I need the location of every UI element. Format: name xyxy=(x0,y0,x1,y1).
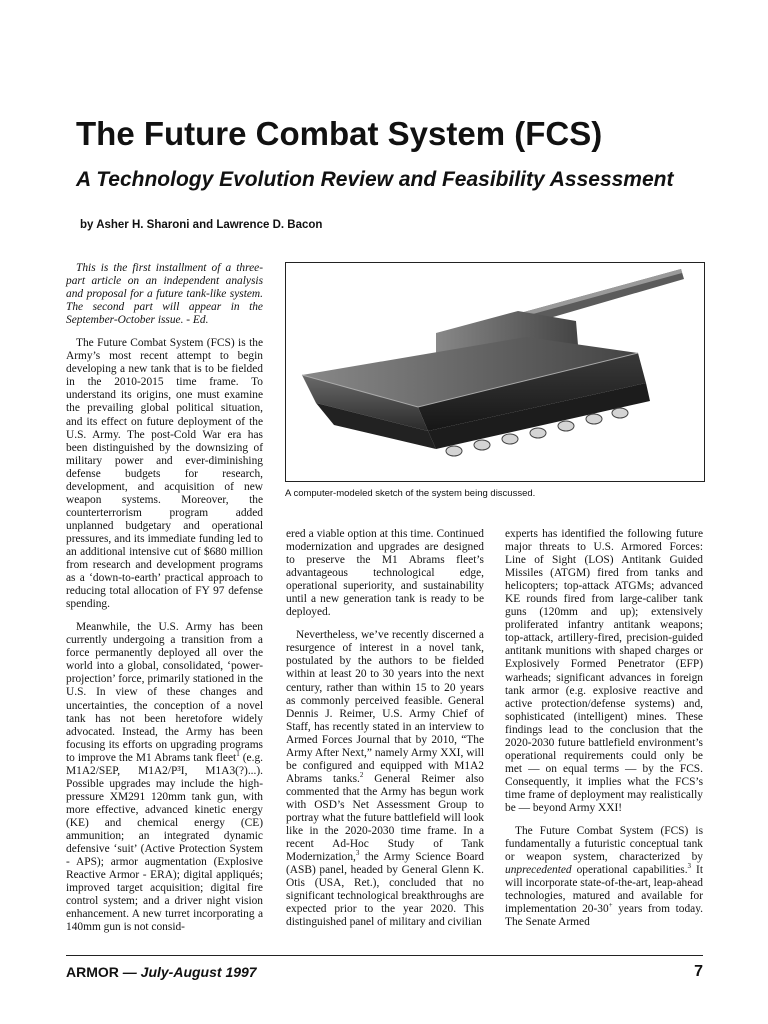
tank-figure xyxy=(285,262,705,482)
footnote-ref: 1 xyxy=(236,749,240,758)
column-3 xyxy=(505,528,703,939)
page-number: 7 xyxy=(694,963,703,980)
magazine-name: ARMOR xyxy=(66,964,119,980)
superscript-plus: + xyxy=(608,901,613,910)
footer-dash: — xyxy=(118,964,141,980)
figure-caption: A computer-modeled sketch of the system being discussed. xyxy=(285,488,536,499)
editor-intro: This is the first installment of a three-part article on an independent analysis and proposal for a future tank-like system. The second part will appear in the September-October issue. - Ed. xyxy=(66,262,263,327)
text-run: operational capabilities. xyxy=(571,864,688,877)
text-run: (e.g. M1A2/SEP, M1A2/P³I, M1A3(?)...). Possible upgrades may include the high-pressure XM291 120mm tank gun, with more effective, advanced kinetic energy (KE) and chemical energy (CE) ammunition; an integrated dynamic defensive ‘suit’ (Active Protection System - APS); armor augmentation (Explosive Reactive Armor - ERA); digital appliqués; improved target acquisition; digital fire control system; and a driver night vision enhancement. A new turret incorporating a 140mm gun is not consid- xyxy=(66,751,263,934)
text-run: the Army Science Board (ASB) panel, headed by General Glenn K. Otis (USA, Ret.), concluded that no significant technological breakthroughs are expected prior to the year 2020. This distinguished panel of military and civilian xyxy=(286,851,484,929)
paragraph xyxy=(286,629,484,929)
article-title: The Future Combat System (FCS) xyxy=(76,115,603,152)
paragraph xyxy=(505,825,703,929)
footnote-ref: 3 xyxy=(687,862,692,871)
paragraph: ered a viable option at this time. Continued modernization and upgrades are designed to preserve the M1 Abrams fleet’s advantageous technological edge, operational superiority, and sustainability until a new generation tank is ready to be deployed. xyxy=(286,528,484,619)
text-run: Meanwhile, the U.S. Army has been currently undergoing a transition from a force permanently deployed all over the world into a global, consolidated, ‘power-projection’ force, primarily stationed in the U.S. In view of these changes and uncertainties, the conception of a novel tank has not been heretofore widely advocated. Instead, the Army has been focusing its efforts on upgrading programs to improve the M1 Abrams tank fleet xyxy=(66,621,263,764)
footer-rule xyxy=(66,955,703,956)
column-1 xyxy=(66,262,263,944)
text-run: Nevertheless, we’ve recently discerned a resurgence of interest in a novel tank, postulated by the authors to be fielded within at least 20 to 30 years into the next century, rather than within 15 to 20 years as commonly perceived feasible. General Dennis J. Reimer, U.S. Army Chief of Staff, has recently stated in an interview to Armed Forces Journal that by 2010, “The Army After Next,” namely Army XXI, will be configured and equipped with M1A2 Abrams tanks. xyxy=(286,629,484,785)
text-run: The Future Combat System (FCS) is fundamentally a futuristic conceptual tank or weapon system, characterized by xyxy=(505,825,703,864)
paragraph: experts has identified the following future major threats to U.S. Armored Forces: Line of Sight (LOS) Antitank Guided Missiles (ATGM) fired from tanks and helicopters; top-attack ATGMs; advanced KE rounds fired from large-caliber tank guns (120mm and up); extensively proliferated infantry antitank weapons; top-attack, artillery-fired, precision-guided antitank munitions with shaped charges or Explosively Formed Penetrator (EFP) warheads; significant advances in foreign tank armor (e.g. explosive reactive and active protection/defense systems) and, sophisticated (intelligent) mines. These findings lead to the conclusion that the 2020-2030 future battlefield environment’s operational requirements could only be met — on equal terms — by the FCS. Consequently, it implies what the FCS’s time frame of deployment may realistically be — beyond Army XXI! xyxy=(505,528,703,814)
article-subtitle: A Technology Evolution Review and Feasibility Assessment xyxy=(76,168,674,191)
text-run: General Reimer also commented that the Army has begun work with OSD’s Net Assessment Group to portray what the future battlefield will look like in the 2020-2030 time frame. In a recent Ad-Hoc Study of Tank Modernization, xyxy=(286,772,484,864)
text-run: It will incorporate state-of-the-art, leap-ahead technologies, matured and available for implementation 20-30 xyxy=(505,864,703,916)
tank-sketch-image xyxy=(286,263,704,481)
emphasis: unprecedented xyxy=(505,864,572,877)
issue-date: July-August 1997 xyxy=(140,964,257,980)
text-run: years from today. The Senate Armed xyxy=(505,903,703,929)
paragraph xyxy=(66,621,263,934)
byline: by Asher H. Sharoni and Lawrence D. Bacon xyxy=(80,219,323,231)
footnote-ref: 3 xyxy=(355,849,360,858)
paragraph: The Future Combat System (FCS) is the Army’s most recent attempt to begin developing a new tank that is to be fielded in the 2010-2015 time frame. To understand its origins, one must examine the prevailing global political situation, and its effect on future deployment of the U.S. Army. The post-Cold War era has been distinguished by the downsizing of military power and ever-diminishing defense budgets for research, development, and acquisition of new weapon systems. Moreover, the counterterrorism program added unplanned budgetary and operational pressures, and its immediate funding led to an additional intensive cut of $680 million from research and development programs as a ‘down-to-earth’ practical approach to reducing total allocation of FY 97 defense spending. xyxy=(66,337,263,611)
footnote-ref: 2 xyxy=(359,771,364,780)
footer-issue xyxy=(66,962,257,982)
column-2 xyxy=(286,528,484,939)
